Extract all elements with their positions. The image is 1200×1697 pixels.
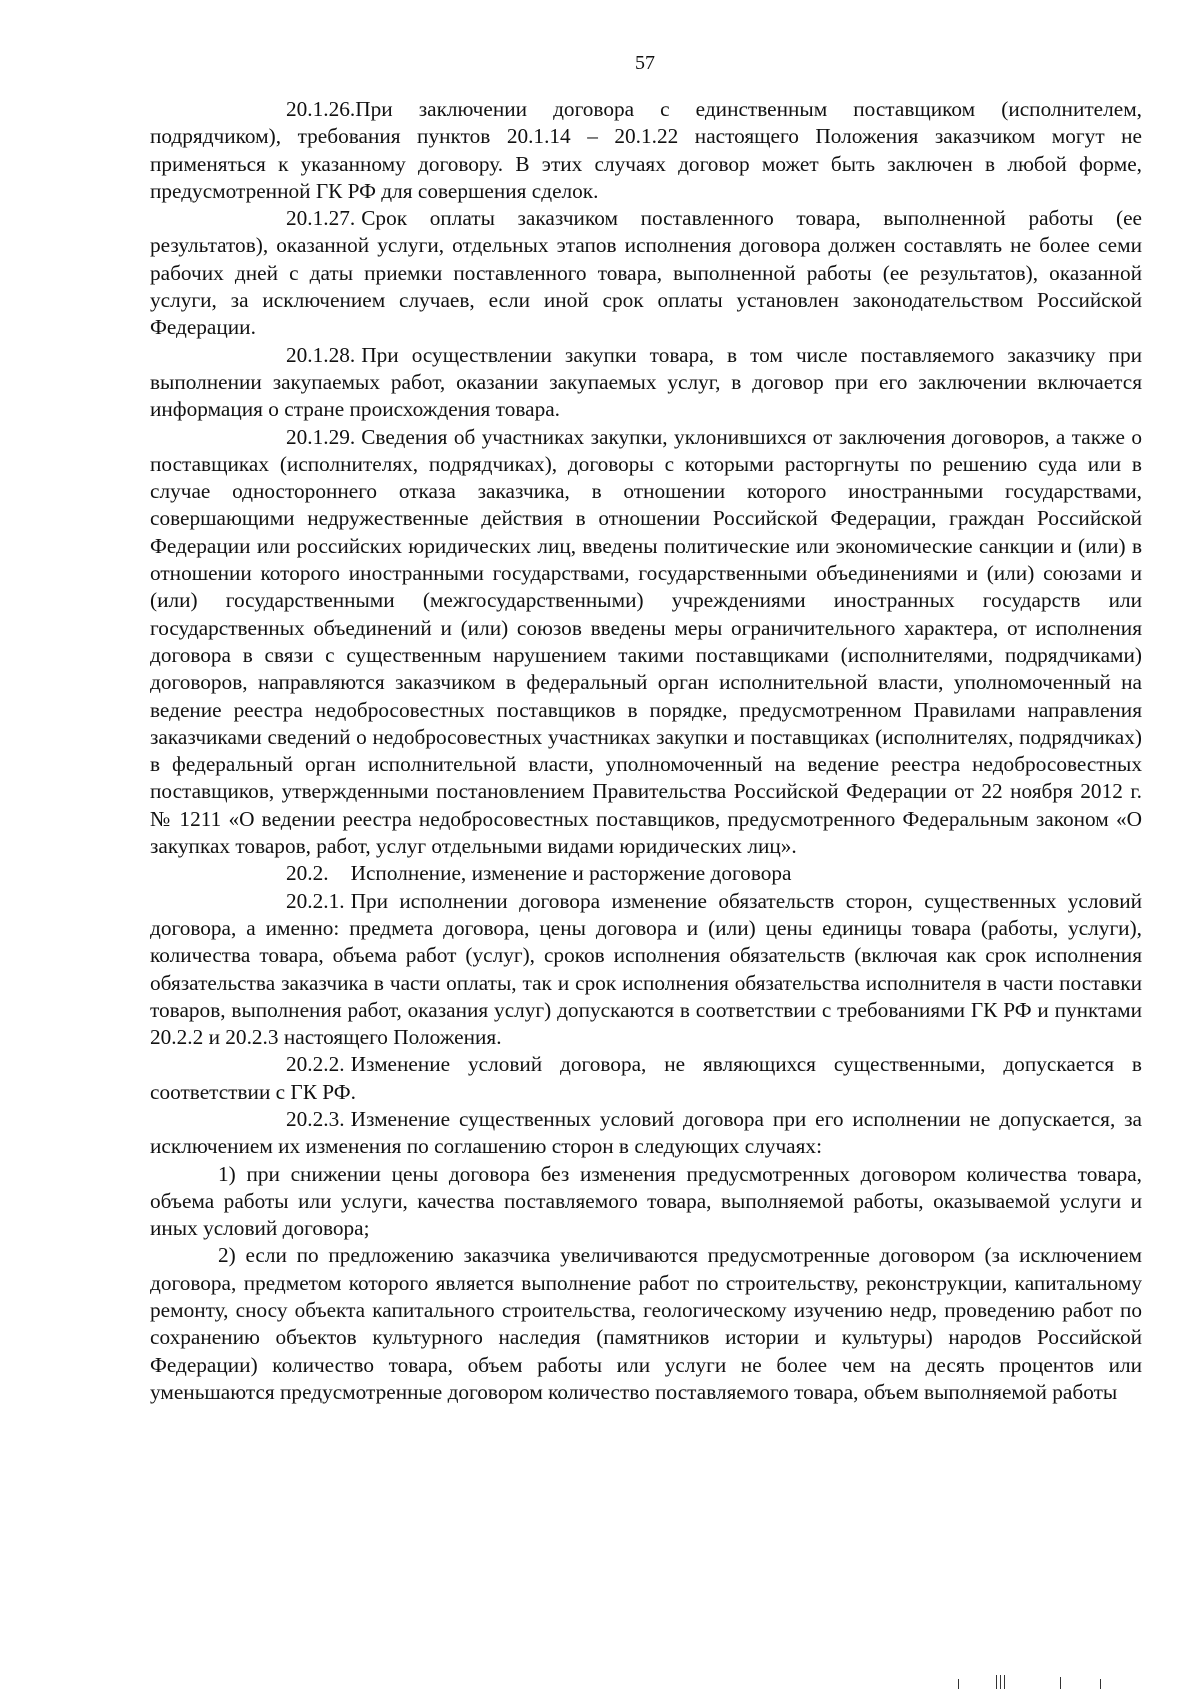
clause-number: 20.2.1. [286, 888, 345, 913]
clause-number: 20.1.29. [286, 424, 356, 449]
section-number: 20.2. [286, 861, 329, 886]
paragraph-20-2-1 [150, 888, 1142, 1052]
clause-number: 20.2.2. [286, 1052, 345, 1077]
list-item-text: 2) если по предложению заказчика увеличиваются предусмотренные договором (за исключением договора, предметом которого является выполнение работ по строительству, реконструкции, капитальному ремонту, сносу объекта капитального строительства, геологическому изучению недр, проведению работ по сохранению объектов культурного наследия (памятников истории и культуры) народов Российской Федерации) количество товара, объем работы или услуги не более чем на десять процентов или уменьшаются предусмотренные договором количество поставляемого товара, объем выполняемой работы [150, 1243, 1142, 1404]
scan-artifact-marks [948, 1673, 1108, 1689]
paragraph-20-2-3 [150, 1106, 1142, 1161]
clause-number: 20.1.27. [286, 206, 356, 231]
clause-text: При исполнении договора изменение обязательств сторон, существенных условий договора, а именно: предмета договора, цены договора и (или) цены единицы товара (работы, услуги), количества товара, объема работ (услуг), сроков исполнения обязательств (включая как срок исполнения обязательства заказчика в части оплаты, так и срок исполнения обязательства исполнителя в части поставки товаров, выполнения работ, оказания услуг) допускаются в соответствии с требованиями ГК РФ и пунктами 20.2.2 и 20.2.3 настоящего Положения. [150, 888, 1142, 1050]
clause-number: 20.1.28. [286, 342, 356, 367]
clause-text: Срок оплаты заказчиком поставленного товара, выполненной работы (ее результатов), оказанной услуги, отдельных этапов исполнения договора должен составлять не более семи рабочих дней с даты приемки поставленного товара, выполненной работы (ее результатов), оказанной услуги, за исключением случаев, если иной срок оплаты установлен законодательством Российской Федерации. [150, 206, 1142, 340]
document-body [150, 96, 1142, 1406]
clause-text: При осуществлении закупки товара, в том числе поставляемого заказчику при выполнении закупаемых работ, оказании закупаемых услуг, в договор при его заключении включается информация о стране происхождения товара. [150, 342, 1142, 422]
clause-text: Изменение существенных условий договора при его исполнении не допускается, за исключением их изменения по соглашению сторон в следующих случаях: [150, 1106, 1142, 1159]
clause-number: 20.1.26. [286, 97, 356, 121]
clause-number: 20.2.3. [286, 1106, 345, 1131]
list-item-2 [150, 1242, 1142, 1406]
clause-text: При заключении договора с единственным поставщиком (исполнителем, подрядчиком), требования пунктов 20.1.14 – 20.1.22 настоящего Положения заказчиком могут не применяться к указанному договору. В этих случаях договор может быть заключен в любой форме, предусмотренной ГК РФ для совершения сделок. [150, 97, 1142, 203]
paragraph-20-1-29 [150, 424, 1142, 861]
page-number: 57 [635, 52, 655, 74]
section-heading-20-2 [150, 860, 1142, 887]
clause-text: Изменение условий договора, не являющихся существенными, допускается в соответствии с ГК РФ. [150, 1052, 1142, 1104]
paragraph-20-1-28 [150, 342, 1142, 424]
paragraph-20-1-26 [150, 96, 1142, 205]
paragraph-20-1-27 [150, 205, 1142, 341]
list-item-text: 1) при снижении цены договора без изменения предусмотренных договором количества товара, объема работы или услуги, качества поставляемого товара, выполняемой работы, оказываемой услуги и иных условий договора; [150, 1161, 1142, 1241]
list-item-1 [150, 1161, 1142, 1243]
paragraph-20-2-2 [150, 1051, 1142, 1106]
section-title: Исполнение, изменение и расторжение договора [350, 861, 792, 886]
clause-text: Сведения об участниках закупки, уклонившихся от заключения договоров, а также о поставщиках (исполнителях, подрядчиках), договоры с которыми расторгнуты по решению суда или в случае одностороннего отказа заказчика, в отношении которого иностранными государствами, совершающими недружественные действия в отношении Российской Федерации, граждан Российской Федерации или российских юридических лиц, введены политические или экономические санкции и (или) в отношении которого иностранными государствами, государственными объединениями и (или) союзами и (или) государственными (межгосударственными) учреждениями иностранных государств или государственных объединений и (или) союзов введены меры ограничительного характера, от исполнения договора в связи с существенным нарушением такими поставщиками (исполнителями, подрядчиками) договоров, направляются заказчиком в федеральный орган исполнительной власти, уполномоченный на ведение реестра недобросовестных поставщиков в порядке, предусмотренном Правилами направления заказчиками сведений о недобросовестных участниках закупки и поставщиках (исполнителях, подрядчиках) в федеральный орган исполнительной власти, уполномоченный на ведение реестра недобросовестных поставщиков, утвержденными постановлением Правительства Российской Федерации от 22 ноября 2012 г. № 1211 «О ведении реестра недобросовестных поставщиков, предусмотренного Федеральным законом «О закупках товаров, работ, услуг отдельными видами юридических лиц». [150, 424, 1142, 859]
